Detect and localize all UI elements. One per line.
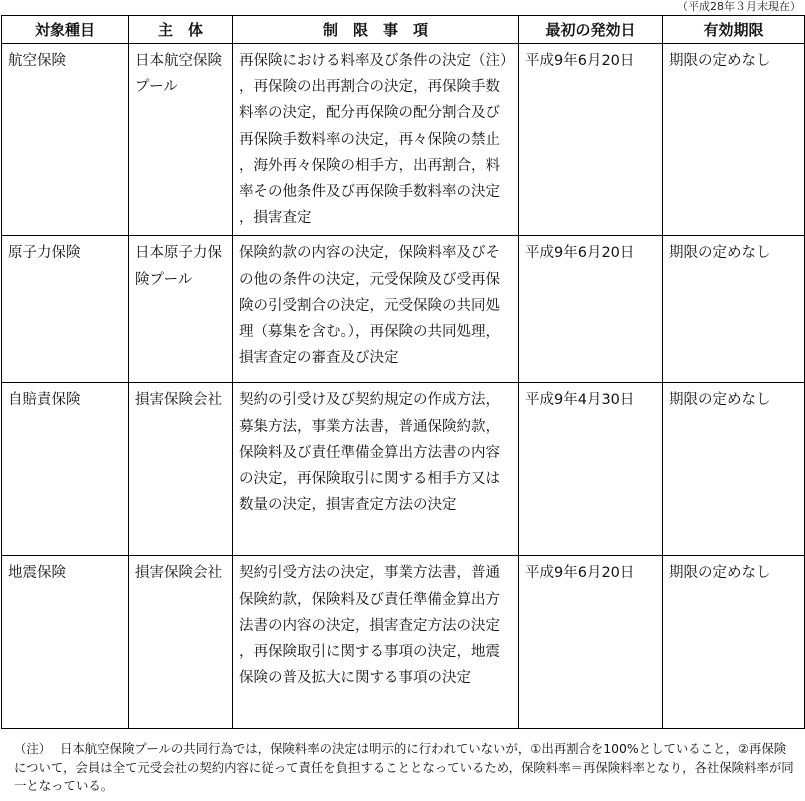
cell-restrictions [233,236,519,383]
table-header-row [2,16,805,44]
cell-text: 平成9年4月30日 [525,392,635,409]
cell-effective-date [519,44,663,236]
cell-text: 航空保険 [8,53,66,69]
cell-restrictions [233,556,519,729]
cell-entity [129,236,233,383]
table-row [2,236,805,383]
cell-text: 期限の定めなし [669,245,771,262]
cell-text: 再保険における料率及び条件の決定（注），再保険の出再割合の決定，再保険手数料率の決定，配分再保険の配分割合及び再保険手数料率の決定，再々保険の禁止，海外再々保険の相手方，出再割合，料率その他条件及び再保険手数料率の決定，損害査定 [239,53,508,227]
cartel-exemption-table [1,15,805,729]
header-expiry: 有効期限 [663,16,805,44]
cell-text: 日本航空保険プール [135,53,222,96]
cell-text: 契約引受方法の決定，事業方法書，普通保険約款，保険料及び責任準備金算出方法書の内容の決定，損害査定方法の決定，再保険取引に関する事項の決定，地震保険の普及拡大に関する事項の決定 [239,565,500,687]
cell-text: 平成9年6月20日 [525,245,635,262]
cell-text: 平成9年6月20日 [525,53,635,69]
cell-type [2,44,129,236]
cell-entity [129,556,233,729]
cell-text: 日本原子力保険プール [135,245,222,288]
cell-effective-date [519,556,663,729]
cell-restrictions [233,383,519,556]
cell-text: 契約の引受け及び契約規定の作成方法，募集方法，事業方法書，普通保険約款，保険料及び責任準備金算出方法書の内容の決定，再保険取引に関する相手方又は数量の決定，損害査定方法の決定 [239,392,500,514]
cell-text: 自賠責保険 [8,392,81,409]
cell-expiry [663,556,805,729]
header-effective-date: 最初の発効日 [519,16,663,44]
table-row [2,44,805,236]
footnote-text: 日本航空保険プールの共同行為では，保険料率の決定は明示的に行われていないが，①出再割合を100%としていること，②再保険について，会員は全て元受会社の契約内容に従って責任を負担することとなっているため，保険料率＝再保険料率となり，各社保険料率が同一となっている。 [14,741,794,793]
table-row [2,383,805,556]
cell-text: 期限の定めなし [669,392,771,409]
cell-expiry [663,44,805,236]
cell-text: 保険約款の内容の決定，保険料率及びその他の条件の決定，元受保険及び受再保険の引受割合の決定，元受保険の共同処理（募集を含む。），再保険の共同処理，損害査定の審査及び決定 [239,245,500,367]
cell-type [2,556,129,729]
as-of-date: （平成28年３月末現在） [677,0,801,13]
header-restrictions: 制 限 事 項 [233,16,519,44]
footnote [14,740,798,796]
header-type: 対象種目 [2,16,129,44]
footnote-mark: （注） [14,741,52,756]
cell-effective-date [519,236,663,383]
cell-entity [129,44,233,236]
cell-restrictions [233,44,519,236]
cell-text: 地震保険 [8,565,66,582]
cell-text: 原子力保険 [8,245,81,262]
cell-expiry [663,383,805,556]
cell-type [2,383,129,556]
cell-effective-date [519,383,663,556]
cell-expiry [663,236,805,383]
header-entity: 主 体 [129,16,233,44]
cell-text: 平成9年6月20日 [525,565,635,582]
cell-text: 期限の定めなし [669,565,771,582]
table-row [2,556,805,729]
cell-entity [129,383,233,556]
cell-text: 期限の定めなし [669,53,771,69]
cell-text: 損害保険会社 [135,392,222,409]
cell-type [2,236,129,383]
cell-text: 損害保険会社 [135,565,222,582]
